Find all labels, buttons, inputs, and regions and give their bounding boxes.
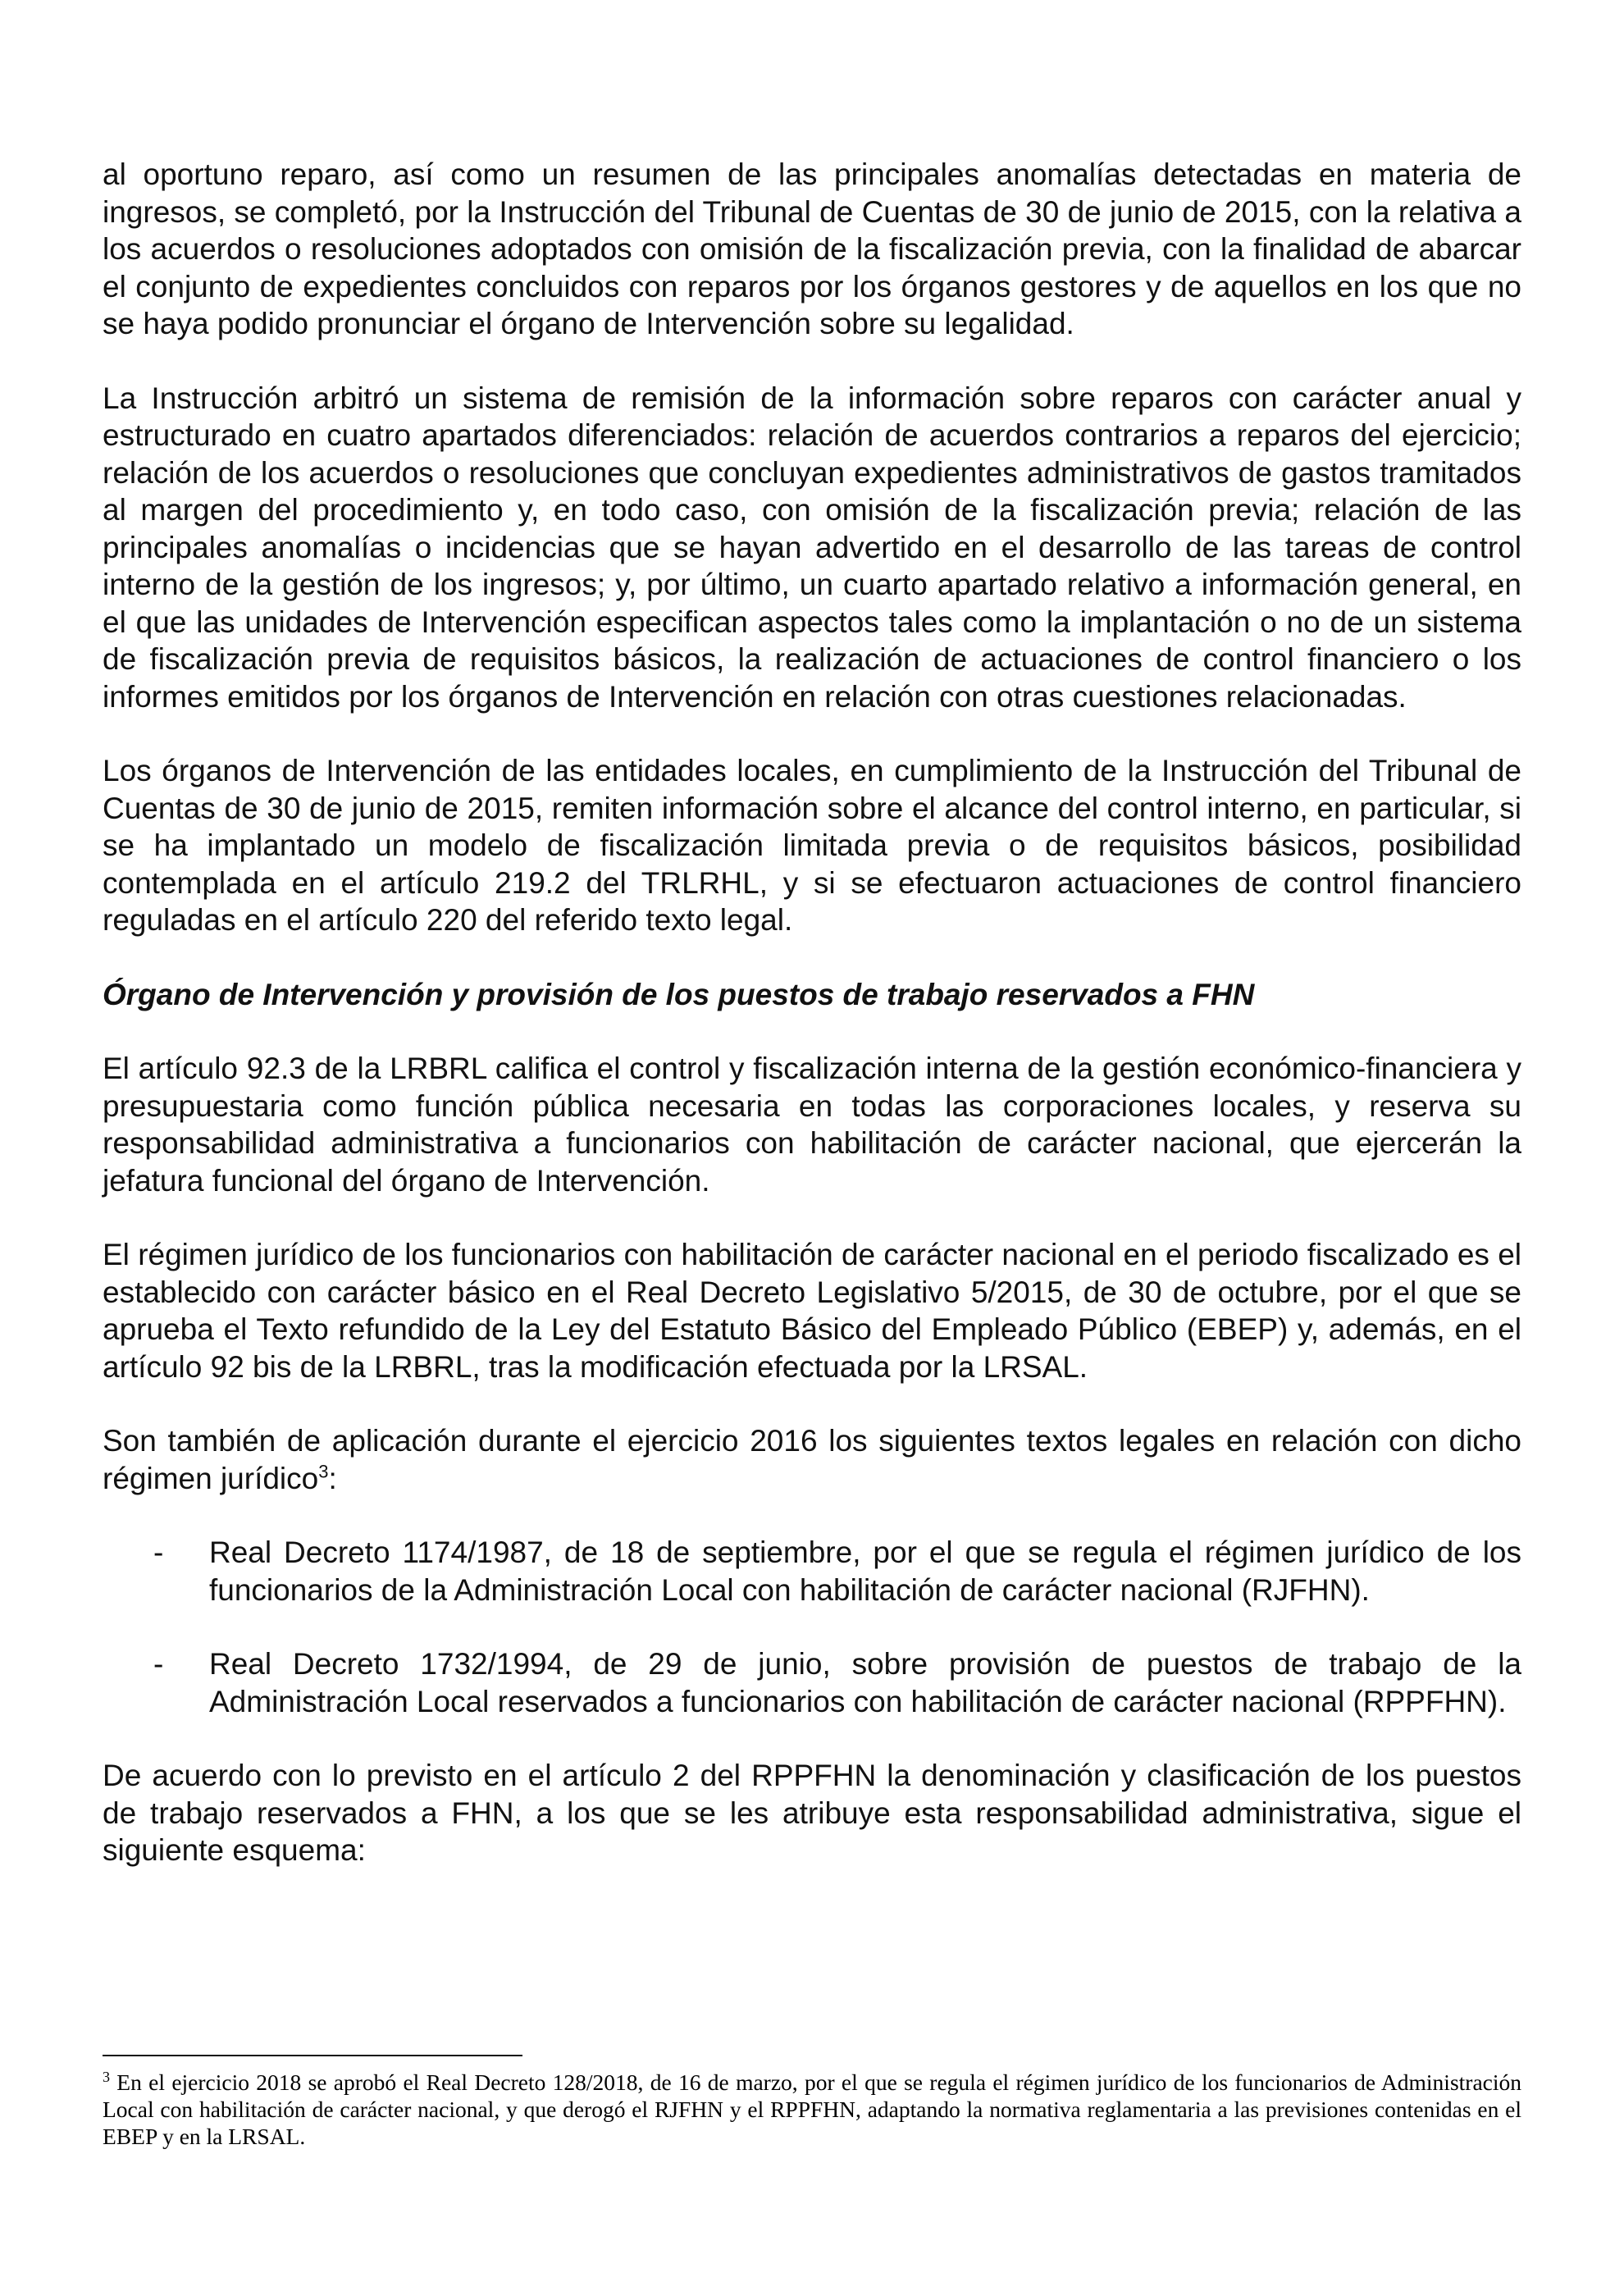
list-item-text: Real Decreto 1732/1994, de 29 de junio, sobre provisión de puestos de trabajo de la Administración Local reservados a funcionarios con habilitación de carácter nacional (RPPFHN). xyxy=(209,1647,1521,1718)
paragraph-4: El artículo 92.3 de la LRBRL califica el control y fiscalización interna de la gestión económico-financiera y presupuestaria como función pública necesaria en todas las corporaciones locales, y reserva su responsabilidad administrativa a funcionarios con habilitación de carácter nacional, que ejercerán la jefatura funcional del órgano de Intervención. xyxy=(103,1052,1521,1198)
paragraph-7: De acuerdo con lo previsto en el artículo 2 del RPPFHN la denominación y clasificación de los puestos de trabajo reservados a FHN, a los que se les atribuye esta responsabilidad administrativa, sigue el siguiente esquema: xyxy=(103,1759,1521,1867)
list-item xyxy=(103,1534,1521,1609)
footnote-number: 3 xyxy=(103,2068,110,2085)
paragraph-2: La Instrucción arbitró un sistema de remisión de la información sobre reparos con carácter anual y estructurado en cuatro apartados diferenciados: relación de acuerdos contrarios a reparos del ejercicio; relación de los acuerdos o resoluciones que concluyan expedientes administrativos de gastos tramitados al margen del procedimiento y, en todo caso, con omisión de la fiscalización previa; relación de las principales anomalías o incidencias que se hayan advertido en el desarrollo de las tareas de control interno de la gestión de los ingresos; y, por último, un cuarto apartado relativo a información general, en el que las unidades de Intervención especifican aspectos tales como la implantación o no de un sistema de fiscalización previa de requisitos básicos, la realización de actuaciones de control financiero o los informes emitidos por los órganos de Intervención en relación con otras cuestiones relacionadas. xyxy=(103,381,1521,714)
footnote xyxy=(103,2069,1521,2150)
paragraph-6-end: : xyxy=(328,1461,337,1495)
paragraph-5: El régimen jurídico de los funcionarios con habilitación de carácter nacional en el periodo fiscalizado es el establecido con carácter básico en el Real Decreto Legislativo 5/2015, de 30 de octubre, por el que se aprueba el Texto refundido de la Ley del Estatuto Básico del Empleado Público (EBEP) y, además, en el artículo 92 bis de la LRBRL, tras la modificación efectuada por la LRSAL. xyxy=(103,1238,1521,1384)
list-marker: - xyxy=(153,1535,164,1569)
list-item xyxy=(103,1645,1521,1720)
list-item-text: Real Decreto 1174/1987, de 18 de septiembre, por el que se regula el régimen jurídico de los funcionarios de la Administración Local con habilitación de carácter nacional (RJFHN). xyxy=(209,1535,1521,1607)
section-heading: Órgano de Intervención y provisión de los puestos de trabajo reservados a FHN xyxy=(103,977,1255,1011)
list-marker: - xyxy=(153,1647,164,1681)
legal-texts-list xyxy=(103,1534,1521,1720)
paragraph-1: al oportuno reparo, así como un resumen de las principales anomalías detectadas en materia de ingresos, se completó, por la Instrucción del Tribunal de Cuentas de 30 de junio de 2015, con la relativa a los acuerdos o resoluciones adoptados con omisión de la fiscalización previa, con la finalidad de abarcar el conjunto de expedientes concluidos con reparos por los órganos gestores y de aquellos en los que no se haya podido pronunciar el órgano de Intervención sobre su legalidad. xyxy=(103,157,1521,340)
paragraph-6 xyxy=(103,1422,1521,1497)
paragraph-3: Los órganos de Intervención de las entidades locales, en cumplimiento de la Instrucción del Tribunal de Cuentas de 30 de junio de 2015, remiten información sobre el alcance del control interno, en particular, si se ha implantado un modelo de fiscalización limitada previa o de requisitos básicos, posibilidad contemplada en el artículo 219.2 del TRLRHL, y si se efectuaron actuaciones de control financiero reguladas en el artículo 220 del referido texto legal. xyxy=(103,754,1521,937)
footnote-reference[interactable]: 3 xyxy=(318,1461,329,1482)
footnote-separator xyxy=(103,2055,522,2056)
paragraph-6-text: Son también de aplicación durante el ejercicio 2016 los siguientes textos legales en relación con dicho régimen jurídico xyxy=(103,1424,1521,1495)
footnote-text: En el ejercicio 2018 se aprobó el Real Decreto 128/2018, de 16 de marzo, por el que se regula el régimen jurídico de los funcionarios de Administración Local con habilitación de carácter nacional, y que derogó el RJFHN y el RPPFHN, adaptando la normativa reglamentaria a las previsiones contenidas en el EBEP y en la LRSAL. xyxy=(103,2069,1521,2149)
